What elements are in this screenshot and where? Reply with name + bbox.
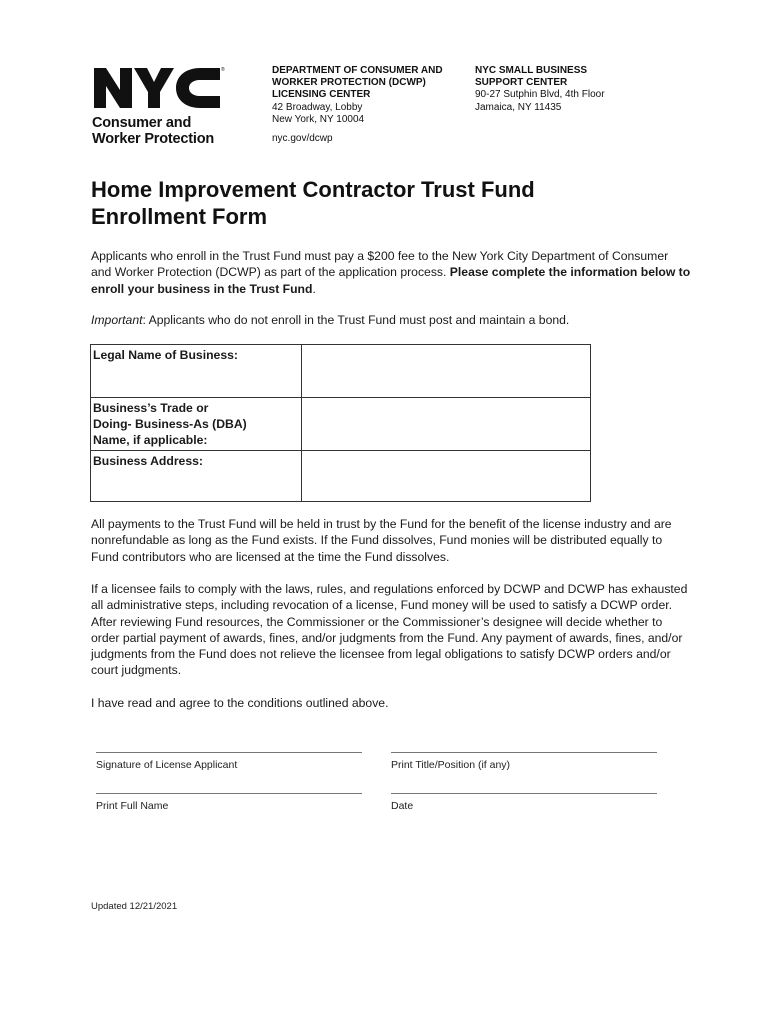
address-right-line-1: NYC SMALL BUSINESS [475,65,588,76]
important-text: : Applicants who do not enroll in the Trust Fund must post and maintain a bond. [142,313,570,327]
logo-line-1: Consumer and [92,115,192,131]
title-position-line [391,752,657,753]
address-left-line-5: New York, NY 10004 [272,113,365,125]
dba-name-field[interactable] [302,398,591,451]
full-name-line [96,793,362,794]
intro-end: . [312,281,316,296]
important-label: Important [91,313,143,327]
intro-text: Applicants who enroll in the Trust Fund must pay a $200 fee to the New York City Department of Consumer and Worker Protection (DCWP) as part of the application process. [91,249,669,280]
agreement-statement: I have read and agree to the conditions outlined above. [91,696,389,710]
title-position-field[interactable] [391,752,657,771]
signature-line [96,752,362,753]
full-name-field[interactable] [96,793,362,812]
address-left-line-3: LICENSING CENTER [272,89,371,101]
intro-paragraph [91,248,691,297]
dba-label-line-3: Name, if applicable: [93,433,208,447]
nyc-dcwp-logo [92,64,232,147]
dba-label-line-2: Doing- Business-As (DBA) [93,417,247,431]
title-line-2: Enrollment Form [91,204,268,229]
updated-date: Updated 12/21/2021 [91,901,178,912]
full-name-label: Print Full Name [96,800,169,812]
important-note [91,312,691,328]
date-field[interactable] [391,793,657,812]
dba-label [91,398,302,451]
business-address-label: Business Address: [91,451,302,502]
title-line-1: Home Improvement Contractor Trust Fund [91,177,535,202]
business-address-field[interactable] [302,451,591,502]
legal-name-label: Legal Name of Business: [91,345,302,398]
address-right-line-3: 90-27 Sutphin Blvd, 4th Floor [475,89,605,101]
svg-text:®: ® [221,67,225,73]
intro-bold-text: Please complete the information below to enroll your business in the Trust Fund [91,265,691,296]
legal-name-field[interactable] [302,345,591,398]
licensee-paragraph: If a licensee fails to comply with the laws, rules, and regulations enforced by DCWP and DCWP has exhausted all administrative steps, including revocation of a license, Fund money will be used to satisfy a DCWP order. After reviewing Fund resources, the Commissioner or the Commissioner’s designee will decide whether to order partial payment of awards, fines, and/or judgments from the Fund. Any payment of awards, fines, and/or judgments from the Fund does not relieve the licensee from legal obligations to satisfy DCWP orders and/or court judgments. [91,582,688,678]
table-row [91,398,591,451]
nyc-wordmark-logo [92,64,225,112]
licensing-center-address [272,65,462,145]
business-info-table [90,344,591,502]
date-line [391,793,657,794]
table-row [91,451,591,502]
address-right-line-2: SUPPORT CENTER [475,77,568,89]
page-title [91,176,651,230]
address-left-line-2: WORKER PROTECTION (DCWP) [272,77,426,89]
logo-line-2: Worker Protection [92,131,215,147]
website-link[interactable]: nyc.gov/dcwp [272,133,333,145]
date-label: Date [391,800,414,812]
support-center-address [475,65,655,114]
dba-label-line-1: Business’s Trade or [93,401,209,415]
address-right-line-4: Jamaica, NY 11435 [475,101,562,113]
payments-paragraph: All payments to the Trust Fund will be held in trust by the Fund for the benefit of the license industry and are nonrefundable as long as the Fund exists. If the Fund dissolves, Fund monies will be distributed equally to Fund contributors who are licensed at the time the Fund dissolves. [91,517,672,564]
address-left-line-4: 42 Broadway, Lobby [272,101,363,113]
table-row [91,345,591,398]
signature-field[interactable] [96,752,362,771]
signature-label: Signature of License Applicant [96,759,238,771]
title-position-label: Print Title/Position (if any) [391,759,511,771]
address-left-line-1: DEPARTMENT OF CONSUMER AND [272,65,443,76]
